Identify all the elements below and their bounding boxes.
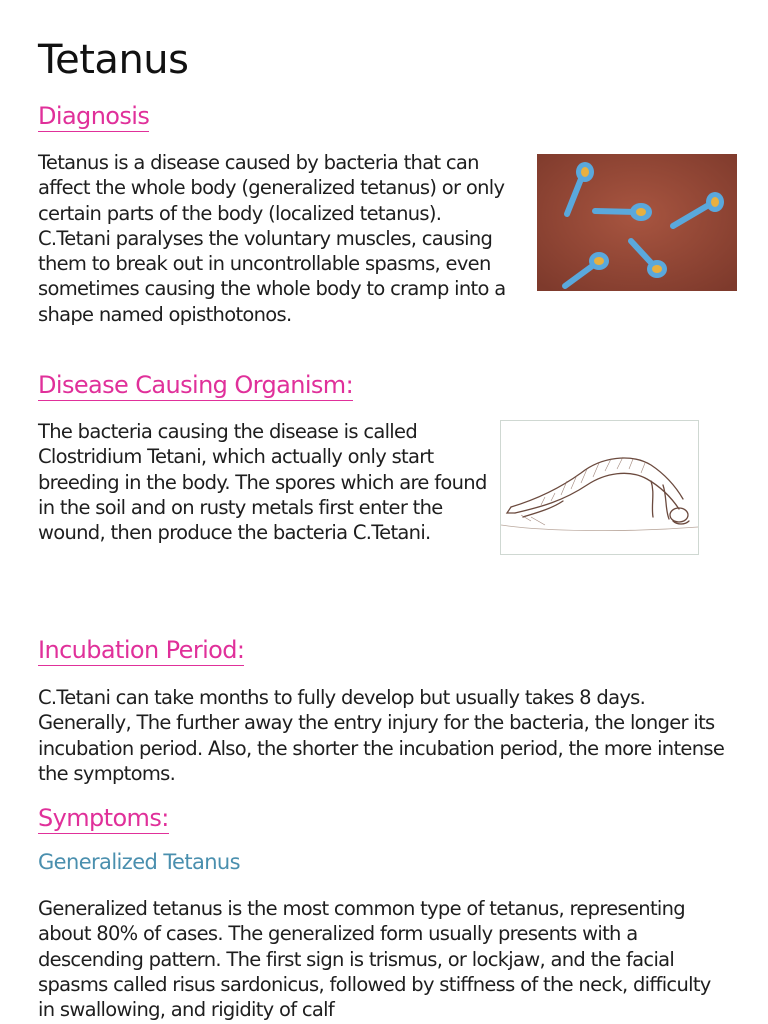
diagnosis-text: Tetanus is a disease caused by bacteria that can affect the whole body (generalized tetanus) or only certain parts of the body (localized tetanus). C.Tetani paralyses the voluntary muscles, causing them to break out in uncontrollable spasms, even sometimes causing the whole body to cramp into a shape named opisthotonos. xyxy=(38,151,506,326)
incubation-text: C.Tetani can take months to fully develop but usually takes 8 days. Generally, The further away the entry injury for the bacteria, the longer its incubation period. Also, the shorter the incubation period, the more intense the symptoms. xyxy=(38,686,725,785)
page-title: Tetanus xyxy=(38,37,189,83)
organism-text: The bacteria causing the disease is called Clostridium Tetani, which actually only start breeding in the body. The spores which are found in the soil and on rusty metals first enter the wound, then produce the bacteria C.Tetani. xyxy=(38,420,487,545)
symptoms-text: Generalized tetanus is the most common type of tetanus, representing about 80% of cases. The generalized form usually presents with a descending pattern. The first sign is trismus, or lockjaw, and the facial spasms called risus sardonicus, followed by stiffness of the neck, difficulty in swallowing, and rigidity of calf xyxy=(38,897,711,1022)
incubation-heading: Incubation Period: xyxy=(38,636,245,664)
opisthotonos-illustration xyxy=(500,420,699,555)
diagnosis-heading: Diagnosis xyxy=(38,102,150,130)
generalized-tetanus-subheading: Generalized Tetanus xyxy=(38,850,240,874)
bacteria-micrograph xyxy=(537,154,737,291)
diagnosis-section xyxy=(38,150,728,327)
symptoms-heading: Symptoms: xyxy=(38,804,169,832)
organism-heading: Disease Causing Organism: xyxy=(38,371,354,399)
